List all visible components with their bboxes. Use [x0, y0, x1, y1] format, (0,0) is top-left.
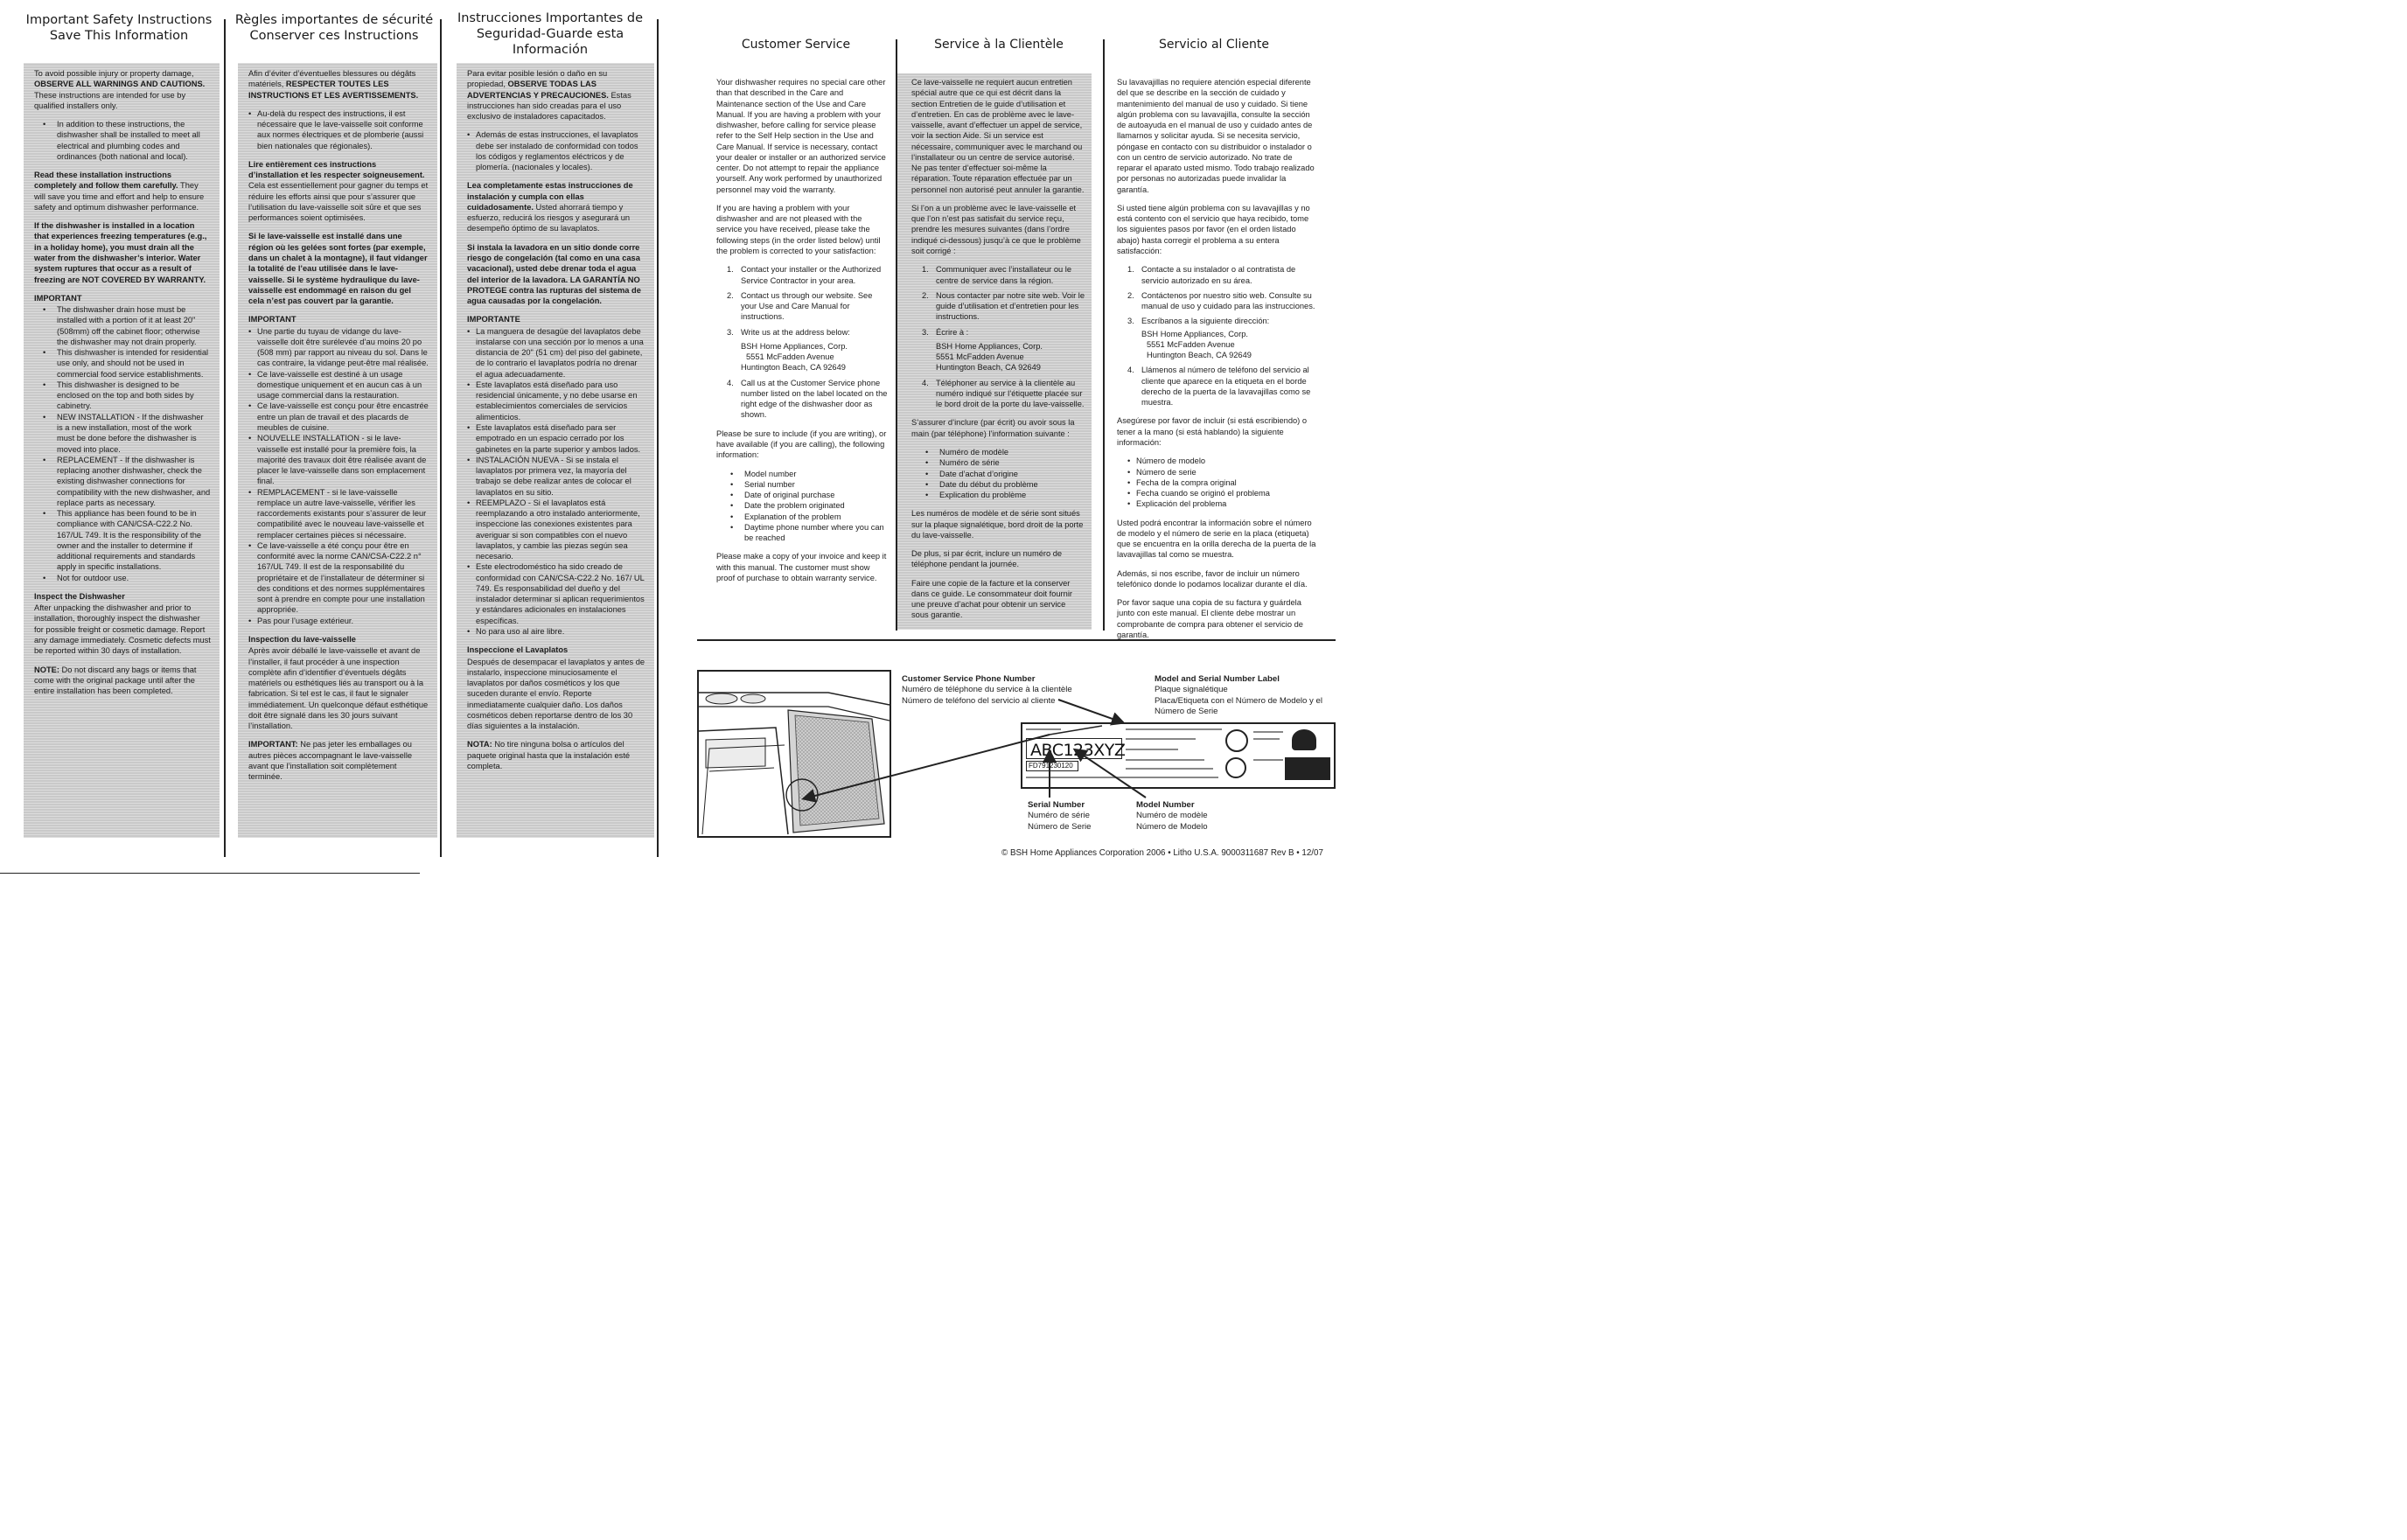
list-item: • Not for outdoor use.	[34, 573, 211, 583]
list-item: • REMPLACEMENT - si le lave-vaisselle remplace un autre lave-vaisselle, vérifier les raccordements existants pour s’assurer de leur compatibilité avec le nouveau lave-vaisselle et remplacer certaines pièces si nécessaire.	[248, 487, 429, 540]
en-safety-column: To avoid possible injury or property damage, OBSERVE ALL WARNINGS AND CAUTIONS. These instructions are intended for use by qualified installers only. • In addition to these instructions, the dishwasher shall be installed to meet all electrical and plumbing codes and ordinances (both national and local). Read these installation instructions completely and follow them carefully. They will save you time and effort and help to ensure safety and optimum dishwasher performance. If the dishwasher is installed in a location that experiences freezing temperatures (e.g., in a holiday home), you must drain all the water from the dishwasher’s interior. Water system ruptures that occur as a result of freezing are NOT COVERED BY WARRANTY. IMPORTANT • The dishwasher drain hose must be installed with a portion of it at least 20" (508mm) off the cabinet floor; otherwise the dishwasher may not drain properly. • This dishwasher is intended for residential use only, and should not be used in commercial food service establishments. • This dishwasher is designed to be enclosed on the top and both sides by cabinetry. • NEW INSTALLATION - If the dishwasher is a new installation, most of the work must be done before the dishwasher is moved into place. • REPLACEMENT - If the dishwasher is replacing another dishwasher, check the existing dishwasher connections for compatibility with the new dishwasher, and replace parts as necessary. • This appliance has been found to be in compliance with CAN/CSA-C22.2 No. 167/UL 749. It is the responsibility of the owner and the installer to determine if additional requirements and standards apply in specific installations. • Not for outdoor use. Inspect the Dishwasher After unpacking the dishwasher and prior to installation, thoroughly inspect the dishwasher for possible freight or cosmetic damage. Report any damage immediately. Cosmetic defects must be reported within 30 days of installation. NOTE: Do not discard any bags or items that come with the original package until after the entire installation has been completed.	[24, 63, 220, 838]
phone-label: Customer Service Phone Number Numéro de téléphone du service à la clientèle Número de teléfono del servicio al cliente	[902, 674, 1072, 706]
sv-heading: Servicio al Cliente	[1158, 38, 1270, 52]
serial-label: Serial Number Numéro de série Número de Serie	[1028, 800, 1092, 832]
divider	[224, 19, 226, 857]
section-title: Inspect the Dishwasher	[34, 591, 125, 601]
list-item: • This appliance has been found to be in compliance with CAN/CSA-C22.2 No. 167/UL 749. It is the responsibility of the owner and the installer to determine if additional requirements and standards apply in specific installations.	[34, 508, 211, 573]
cs-column: Your dishwasher requires no special care other than that described in the Care and Maintenance section of the Use and Care Manual. If you are having a problem with your dishwasher, before calling for service please refer to the Self Help section in the Use and Care Manual. If service is necessary, contact your dealer or installer or an authorized service center. Do not attempt to repair the appliance yourself. Any work performed by unauthorized personnel may void the warranty. If you are having a problem with your dishwasher and are not pleased with the service you have received, please take the following steps (in the order listed below) until the problem is corrected to your satisfaction: 1. Contact your installer or the Authorized Service Contractor in your area. 2. Contact us through our website. See your Use and Care Manual for instructions. 3. Write us at the address below: BSH Home Appliances, Corp. 5551 McFadden Avenue Huntington Beach, CA 92649 4. Call us at the Customer Service phone number listed on the label located on the right edge of the dishwasher door as shown. Please be sure to include (if you are writing), or have available (if you are calling), the following information: • Model number • Serial number • Date of original purchase • Date the problem originated • Explanation of the problem • Daytime phone number where you can be reached Please make a copy of your invoice and keep it with this manual. The customer must show proof of purchase to obtain warranty service.	[716, 77, 888, 591]
list-item: • Número de serie	[1127, 467, 1318, 477]
divider	[440, 19, 442, 857]
model-label: Model Number Numéro de modèle Número de Modelo	[1136, 800, 1208, 832]
list-item: • Este lavaplatos está diseñado para ser empotrado en un espacio cerrado por los gabinetes en la parte superior y ambos lados.	[467, 422, 645, 455]
list-item: • Ce lave-vaisselle est destiné à un usage domestique uniquement et en aucun cas à un usage commercial dans la restauration.	[248, 369, 429, 401]
list-item: • Este lavaplatos está diseñado para uso residencial únicamente, y no debe usarse en establecimientos comerciales de servicios alimenticios.	[467, 380, 645, 422]
energy-logo-icon	[1292, 729, 1316, 750]
es-heading: Instrucciones Importantes de Seguridad-Guarde esta Información	[457, 11, 644, 58]
freeze-warning: Si instala la lavadora en un sitio donde corre riesgo de congelación (tal como en una casa vacacional), usted debe drenar toda el agua del interior de la lavadora. LA GARANTÍA NO PROTEGE contra las rupturas del sistema de agua causadas por la congelación.	[467, 242, 641, 306]
list-item: 1. Communiquer avec l’installateur ou le centre de service dans la région.	[922, 265, 1072, 285]
list-item: 1. Contact your installer or the Authorized Service Contractor in your area.	[727, 265, 882, 285]
pointer-arrows	[787, 691, 1155, 805]
warning-block	[1285, 757, 1330, 780]
list-item: • No para uso al aire libre.	[467, 626, 645, 637]
es-safety-column: Para evitar posible lesión o daño en su propiedad, OBSERVE TODAS LAS ADVERTENCIAS Y PRECAUCIONES. Estas instrucciones han sido creadas para el uso exclusivo de instaladores capacitados. • Además de estas instrucciones, el lavaplatos debe ser instalado de conformidad con todos los códigos y reglamentos eléctricos y de plomería. (nacionales y locales). Lea completamente estas instrucciones de instalación y cumpla con ellas cuidadosamente. Usted ahorrará tiempo y esfuerzo, reducirá los riesgos y asegurará un desempeño óptimo de su lavaplatos. Si instala la lavadora en un sitio donde corre riesgo de congelación (tal como en una casa vacacional), usted debe drenar toda el agua del interior de la lavadora. LA GARANTÍA NO PROTEGE contra las rupturas del sistema de agua causadas por la congelación. IMPORTANTE • La manguera de desagüe del lavaplatos debe instalarse con una sección por lo menos a una distancia de 20" (51 cm) del piso del gabinete, de lo contrario el lavaplatos podría no drenar el agua adecuadamente. • Este lavaplatos está diseñado para uso residencial únicamente, y no debe usarse en establecimientos comerciales de servicios alimenticios. • Este lavaplatos está diseñado para ser empotrado en un espacio cerrado por los gabinetes en la parte superior y ambos lados. • INSTALACIÓN NUEVA - Si se instala el lavaplatos por primera vez, la mayoría del trabajo se debe realizar antes de colocar el lavaplatos en su sitio. • REEMPLAZO - Si el lavaplatos está reemplazando a otro instalado anteriormente, inspeccione las conexiones existentes para averiguar si son compatibles con el nuevo lavaplatos, y cambie las piezas según sea necesario. • Este electrodoméstico ha sido creado de conformidad con CAN/CSA-C22.2 No. 167/ UL 749. Es responsabilidad del dueño y del instalador determinar si aplican requerimientos y estándares adicionales en instalaciones específicas. • No para uso al aire libre. Inspeccione el Lavaplatos Después de desempacar el lavaplatos y antes de instalarlo, inspeccione minuciosamente el lavaplatos por daños cosméticos y los que suceden durante el envío. Reporte inmediatamente cualquier daño. Los daños cosméticos deben reportarse dentro de los 30 días siguientes a la instalación. NOTA: No tire ninguna bolsa o artículos del paquete original hasta que la instalación esté completa.	[457, 63, 654, 838]
list-item: • In addition to these instructions, the dishwasher shall be installed to meet all electrical and plumbing codes and ordinances (both national and local).	[34, 119, 211, 162]
list-item: 4. Call us at the Customer Service phone number listed on the label located on the right edge of the dishwasher door as shown.	[727, 378, 888, 420]
manual-page	[0, 0, 1371, 877]
list-item: 1. Contacte a su instalador o al contratista de servicio autorizado en su área.	[1127, 265, 1296, 285]
section-title: IMPORTANT	[248, 315, 297, 324]
list-item: • REPLACEMENT - If the dishwasher is replacing another dishwasher, check the existing dishwasher connections for compatibility with the new dishwasher, and replace parts as necessary.	[34, 455, 211, 508]
freeze-warning: If the dishwasher is installed in a location that experiences freezing temperatures (e.g., in a holiday home), you must drain all the water from the dishwasher’s interior. Water system ruptures that occur as a result of freezing are NOT COVERED BY WARRANTY.	[34, 221, 207, 284]
list-item: • Date the problem originated	[716, 500, 888, 511]
list-item: • Date of original purchase	[716, 490, 888, 500]
list-item: • Número de modelo	[1127, 456, 1318, 466]
list-item: • Daytime phone number where you can be reached	[716, 522, 888, 544]
list-item: 2. Contact us through our website. See your Use and Care Manual for instructions.	[727, 290, 873, 322]
section-rule	[697, 639, 1336, 641]
list-item: 2. Contáctenos por nuestro sitio web. Consulte su manual de uso y cuidado para las instrucciones.	[1127, 290, 1315, 311]
fr-heading: Règles importantes de sécurité Conserver ces Instructions	[234, 13, 434, 44]
list-item: • REEMPLAZO - Si el lavaplatos está reemplazando a otro instalado anteriormente, inspeccione las conexiones existentes para averiguar si son compatibles con el nuevo lavaplatos, y cambie las piezas según sea necesario.	[467, 498, 645, 562]
list-item: • Explication du problème	[911, 490, 1085, 500]
freeze-warning: Si le lave-vaisselle est installé dans une région où les gelées sont fortes (par exemple, dans un chalet à la montagne), il faut vidanger la totalité de l’eau utilisée dans le lave-vaisselle. Si le système hydraulique du lave-vaisselle est endommagé en raison du gel cela n’est pas couvert par la garantie.	[248, 232, 428, 306]
list-item: • Date d’achat d’origine	[911, 469, 1085, 479]
list-item: • Fecha de la compra original	[1127, 477, 1318, 488]
list-item: • Pas pour l’usage extérieur.	[248, 616, 429, 626]
serial-number: FD791230120	[1029, 762, 1073, 770]
sc-column: Ce lave-vaisselle ne requiert aucun entretien spécial autre que ce qui est décrit dans la section Entretien de le guide d’utilisation et d’entretien. En cas de problème avec le lave-vaisselle, avant d’effectuer un appel de service, voir la section Aide. Si un service est nécessaire, communiquer avec le marchand ou l’installateur ou un centre de service autorisé. Ne pas tenter d’effectuer soi-même la réparation. Toute réparation effectuée par un personnel non autorisé peut annuler la garantie. Si l’on a un problème avec le lave-vaisselle et que l’on n’est pas satisfait du service reçu, prendre les mesures suivantes (dans l’ordre indiqué ci-dessous) jusqu’à ce que le problème soit corrigé : 1. Communiquer avec l’installateur ou le centre de service dans la région. 2. Nous contacter par notre site web. Voir le guide d’utilisation et d’entretien pour les instructions. 3. Écrire à : BSH Home Appliances, Corp. 5551 McFadden Avenue Huntington Beach, CA 92649 4. Téléphoner au service à la clientèle au numéro indiqué sur l’étiquette placée sur le bord droit de la porte du lave-vaisselle. S’assurer d’inclure (par écrit) ou avoir sous la main (par téléphone) l’information suivante : • Numéro de modèle • Numéro de série • Date d’achat d’origine • Date du début du problème • Explication du problème Les numéros de modèle et de série sont situés sur la plaque signalétique, bord droit de la porte du lave-vaisselle. De plus, si par écrit, inclure un numéro de téléphone pendant la journée. Faire une copie de la facture et la conserver dans ce guide. Le consommateur doit fournir une preuve d’achat pour obtenir un service sous garantie.	[897, 73, 1092, 630]
list-item: • This dishwasher is designed to be enclosed on the top and both sides by cabinetry.	[34, 380, 211, 412]
list-item: • NOUVELLE INSTALLATION - si le lave-vaisselle est installé pour la première fois, la majorité des travaux doit être réalisée avant de placer le lave-vaisselle dans son emplacement final.	[248, 433, 429, 486]
list-item: • Ce lave-vaisselle a été conçu pour être en conformité avec la norme CAN/CSA-C22.2 n° 167/UL 749. Il est de la responsabilité du propriétaire et de l’installateur de déterminer si des conditions et des normes supplémentaires sont à prendre en compte pour une installation appropriée.	[248, 540, 429, 616]
fr-safety-column: Afin d’éviter d’éventuelles blessures ou dégâts matériels, RESPECTER TOUTES LES INSTRUCTIONS ET LES AVERTISSEMENTS. • Au-delà du respect des instructions, il est nécessaire que le lave-vaisselle soit conforme aux normes électriques et de plomberie (aussi bien nationales que régionales). Lire entièrement ces instructions d’installation et les respecter soigneusement. Cela est essentiellement pour gagner du temps et réduire les efforts ainsi que pour s’assurer que l’utilisation du lave-vaisselle soit sûre et que ses performances soient optimisées. Si le lave-vaisselle est installé dans une région où les gelées sont fortes (par exemple, dans un chalet à la montagne), il faut vidanger la totalité de l’eau utilisée dans le lave-vaisselle. Si le système hydraulique du lave-vaisselle est endommagé en raison du gel cela n’est pas couvert par la garantie. IMPORTANT • Une partie du tuyau de vidange du lave-vaisselle doit être surélevée d’au moins 20 po (508 mm) par rapport au niveau du sol. Dans le cas contraire, la vidange peut-être mal réalisée. • Ce lave-vaisselle est destiné à un usage domestique uniquement et en aucun cas à un usage commercial dans la restauration. • Ce lave-vaisselle est conçu pour être encastrée entre un plan de travail et des placards de meubles de cuisine. • NOUVELLE INSTALLATION - si le lave-vaisselle est installé pour la première fois, la majorité des travaux doit être réalisée avant de placer le lave-vaisselle dans son emplacement final. • REMPLACEMENT - si le lave-vaisselle remplace un autre lave-vaisselle, vérifier les raccordements existants pour s’assurer de leur compatibilité avec le nouveau lave-vaisselle et remplacer certaines pièces si nécessaire. • Ce lave-vaisselle a été conçu pour être en conformité avec la norme CAN/CSA-C22.2 n° 167/UL 749. Il est de la responsabilité du propriétaire et de l’installateur de déterminer si des conditions et des normes supplémentaires sont à prendre en compte pour une installation appropriée. • Pas pour l’usage extérieur. Inspection du lave-vaisselle Après avoir déballé le lave-vaisselle et avant de l’installer, il faut procéder à une inspection complète afin d’identifier d’éventuels dégâts matériels ou esthétiques liés au transport ou à la fabrication. Si tel est le cas, il faut le signaler immédiatement. Un quelconque défaut esthétique doit être signalé dans les 30 jours suivant l’installation. IMPORTANT: Ne pas jeter les emballages ou autres pièces accompagnant le lave-vaisselle avant que l’installation soit complètement terminée.	[238, 63, 437, 838]
list-item: • Explicación del problema	[1127, 498, 1318, 509]
list-item: • This dishwasher is intended for residential use only, and should not be used in commercial food service establishments.	[34, 347, 211, 380]
plate-label: Model and Serial Number Label Plaque signalétique Placa/Etiqueta con el Número de Modelo y el Número de Serie	[1155, 674, 1322, 717]
list-item: 4. Téléphoner au service à la clientèle au numéro indiqué sur l’étiquette placée sur le bord droit de la porte du lave-vaisselle.	[922, 378, 1085, 409]
divider	[657, 19, 659, 857]
list-item: • Model number	[716, 469, 888, 479]
list-item: • Serial number	[716, 479, 888, 490]
list-item: • Fecha cuando se originó el problema	[1127, 488, 1318, 498]
sv-column: Su lavavajillas no requiere atención especial diferente del que se describe en la sección de cuidado y mantenimiento del manual de uso y cuidado. Si tiene algún problema con su lavavajilla, consulte la sección de autoayuda en el manual de uso y cuidado antes de llamarnos y solicitar ayuda. Si se necesita servicio, póngase en contacto con su distribuidor o instalador o con un centro de servicio autorizado. No trate de reparar el aparato usted mismo. Todo trabajo realizado por personas no autorizadas puede invalidar la garantía. Si usted tiene algún problema con su lavavajillas y no está contento con el servicio que haya recibido, tome los siguientes pasos por favor (en el orden listado abajo) hasta corregir el problema a su entera satisfacción: 1. Contacte a su instalador o al contratista de servicio autorizado en su área. 2. Contáctenos por nuestro sitio web. Consulte su manual de uso y cuidado para las instrucciones. 3. Escríbanos a la siguiente dirección: BSH Home Appliances, Corp. 5551 McFadden Avenue Huntington Beach, CA 92649 4. Llámenos al número de teléfono del servicio al cliente que aparece en la etiqueta en el borde derecho de la puerta de la lavavajillas como se muestra. Asegúrese por favor de incluir (si está escribiendo) o tener a la mano (si está hablando) la siguiente información: • Número de modelo • Número de serie • Fecha de la compra original • Fecha cuando se originó el problema • Explicación del problema Usted podrá encontrar la información sobre el número de modelo y el número de serie en la placa (etiqueta) que se encuentra en la orilla derecha de la puerta de la lavavajillas tal como se muestra. Además, si nos escribe, favor de incluir un número telefónico donde lo podamos localizar durante el día. Por favor saque una copia de su factura y guárdela junto con este manual. El cliente debe mostrar un comprobante de compra para obtener el servicio de garantía.	[1117, 77, 1318, 648]
footer-text: © BSH Home Appliances Corporation 2006 • Litho U.S.A. 9000311687 Rev B • 12/07	[1001, 848, 1323, 858]
list-item: • Numéro de série	[911, 457, 1085, 468]
model-number: ABC123XYZ	[1030, 741, 1126, 760]
cs-heading: Customer Service	[741, 38, 851, 52]
list-item: • The dishwasher drain hose must be installed with a portion of it at least 20" (508mm) off the cabinet floor; otherwise the dishwasher may not drain properly.	[34, 304, 211, 347]
list-item: • Además de estas instrucciones, el lavaplatos debe ser instalado de conformidad con todos los códigos y reglamentos eléctricos y de plomería. (nacionales y locales).	[467, 129, 645, 172]
list-item: • Une partie du tuyau de vidange du lave-vaisselle doit être surélevée d’au moins 20 po (508 mm) par rapport au niveau du sol. Dans le cas contraire, la vidange peut-être mal réalisée.	[248, 326, 429, 369]
list-item: • La manguera de desagüe del lavaplatos debe instalarse con una sección por lo menos a una distancia de 20" (51 cm) del piso del gabinete, de lo contrario el lavaplatos podría no drenar el agua adecuadamente.	[467, 326, 645, 380]
list-item: • Au-delà du respect des instructions, il est nécessaire que le lave-vaisselle soit conforme aux normes électriques et de plomberie (aussi bien nationales que régionales).	[248, 108, 429, 151]
list-item: 2. Nous contacter par notre site web. Voir le guide d’utilisation et d’entretien pour les instructions.	[922, 290, 1085, 322]
list-item: • Date du début du problème	[911, 479, 1085, 490]
list-item: • Ce lave-vaisselle est conçu pour être encastrée entre un plan de travail et des placards de meubles de cuisine.	[248, 401, 429, 433]
bottom-rule	[0, 873, 420, 874]
section-title: Inspeccione el Lavaplatos	[467, 645, 569, 655]
divider	[1103, 39, 1105, 631]
section-title: IMPORTANT	[34, 293, 82, 303]
section-title: Inspection du lave-vaisselle	[248, 635, 356, 645]
list-item: 3. Write us at the address below: BSH Home Appliances, Corp. 5551 McFadden Avenue Huntington Beach, CA 92649	[727, 327, 850, 373]
en-heading: Important Safety Instructions Save This Information	[25, 13, 213, 44]
list-item: 4. Llámenos al número de teléfono del servicio al cliente que aparece en la etiqueta en el borde derecho de la puerta de la lavavajillas como se muestra.	[1127, 366, 1311, 408]
list-item: • Explanation of the problem	[716, 512, 888, 522]
list-item: 3. Écrire à : BSH Home Appliances, Corp. 5551 McFadden Avenue Huntington Beach, CA 92649	[922, 327, 1043, 373]
list-item: • Numéro de modèle	[911, 447, 1085, 457]
list-item: • NEW INSTALLATION - If the dishwasher is a new installation, most of the work must be done before the dishwasher is moved into place.	[34, 412, 211, 455]
sc-heading: Service à la Clientèle	[934, 38, 1064, 52]
list-item: 3. Escríbanos a la siguiente dirección: BSH Home Appliances, Corp. 5551 McFadden Avenue Huntington Beach, CA 92649	[1127, 317, 1270, 360]
ul-seal-icon	[1225, 729, 1248, 752]
list-item: • Este electrodoméstico ha sido creado de conformidad con CAN/CSA-C22.2 No. 167/ UL 749. Es responsabilidad del dueño y del instalador determinar si aplican requerimientos y estándares adicionales en instalaciones específicas.	[467, 561, 645, 626]
list-item: • INSTALACIÓN NUEVA - Si se instala el lavaplatos por primera vez, la mayoría del trabajo se debe realizar antes de colocar el lavaplatos en su sitio.	[467, 455, 645, 498]
section-title: IMPORTANTE	[467, 315, 520, 324]
etl-seal-icon	[1225, 757, 1246, 778]
